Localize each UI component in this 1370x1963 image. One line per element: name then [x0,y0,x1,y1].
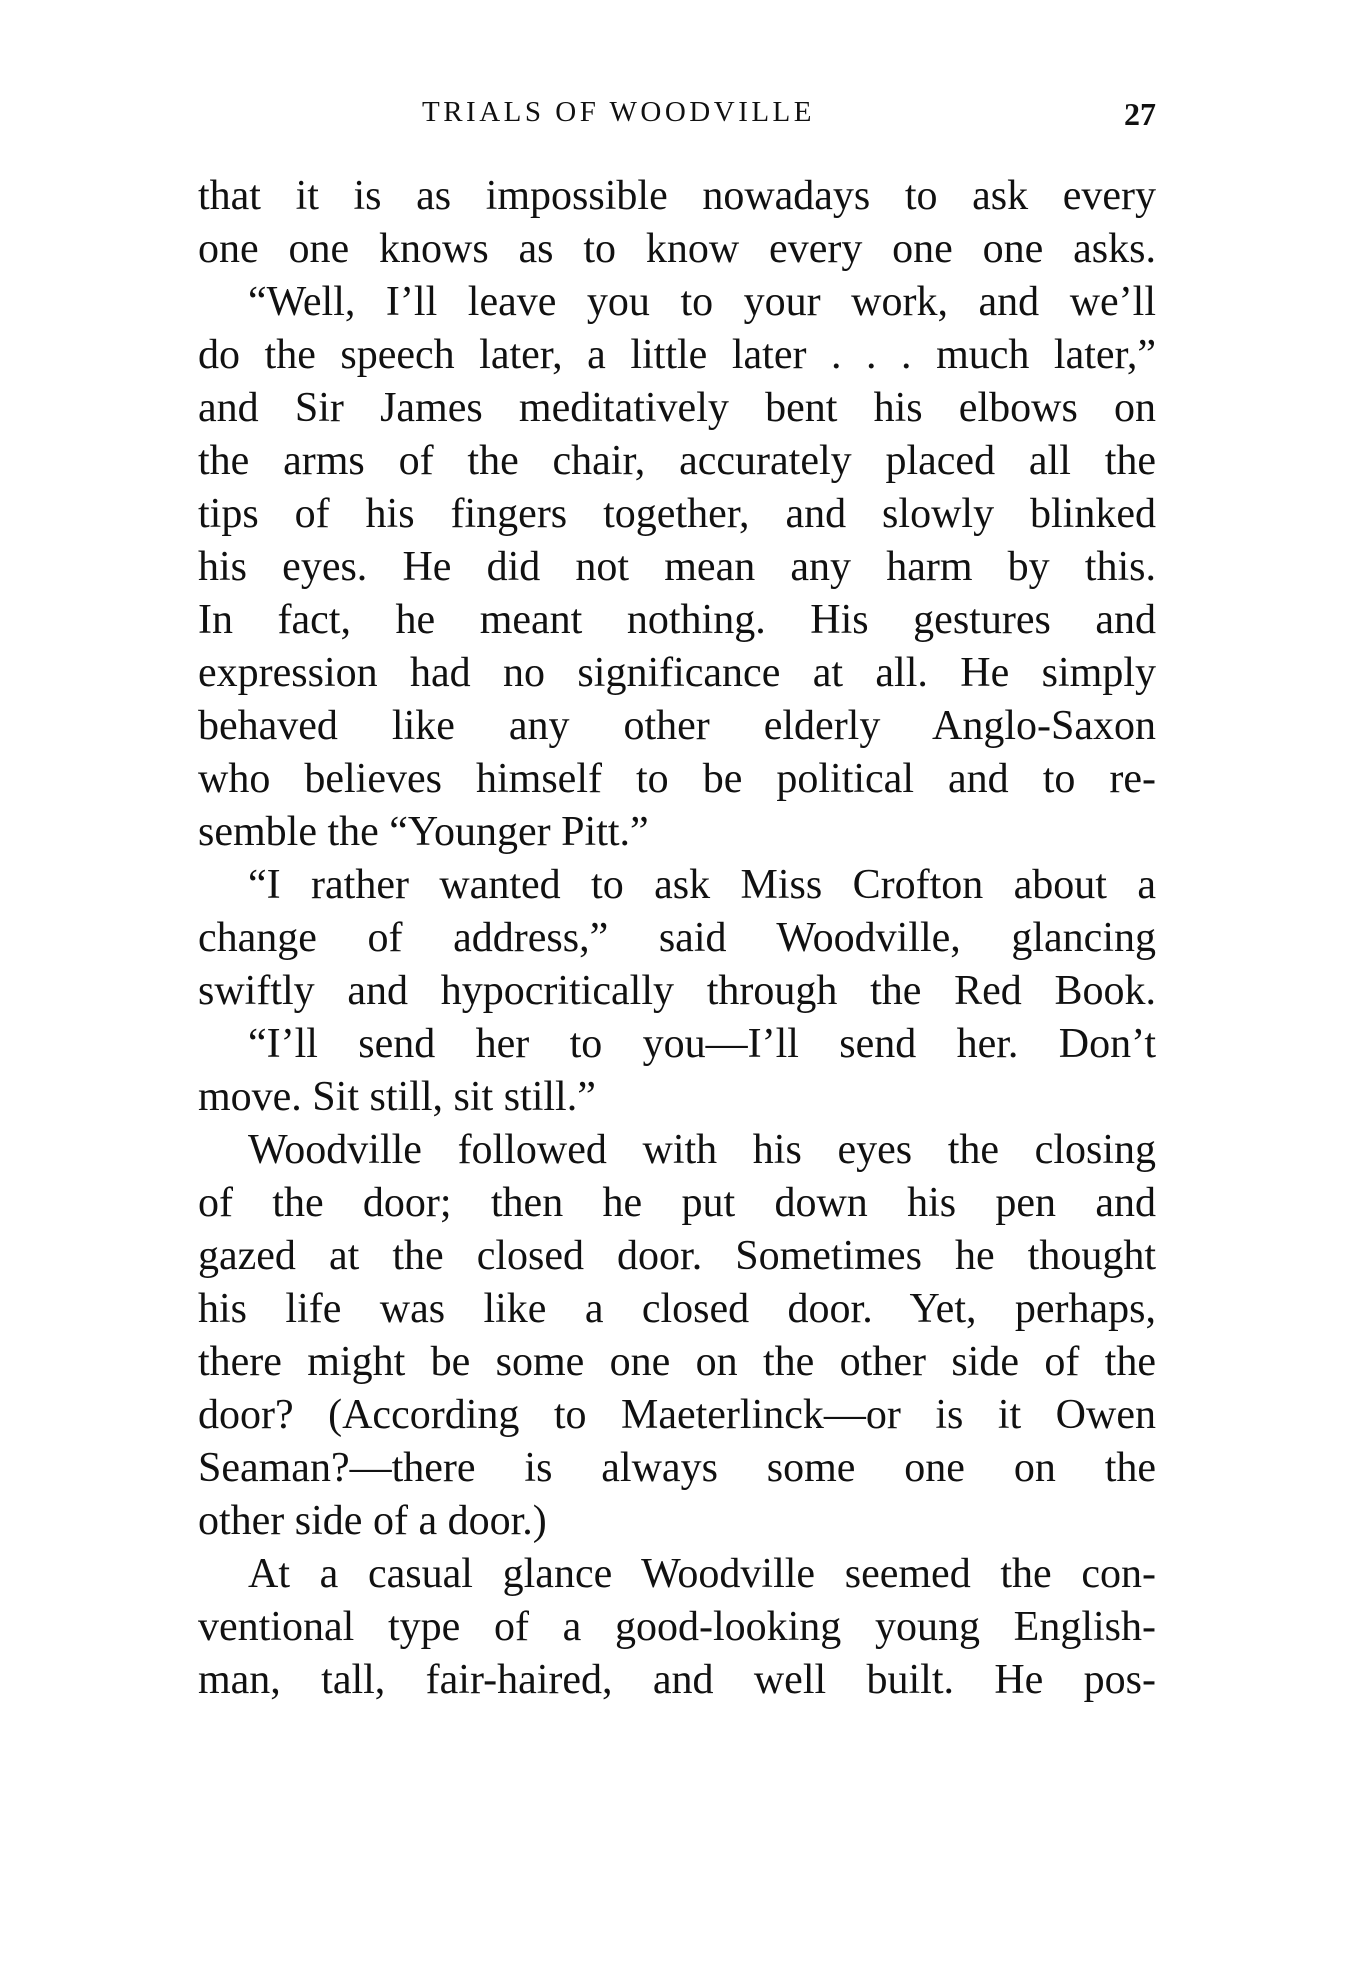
text-line: move. Sit still, sit still.” [198,1074,596,1120]
text-line: At a casual glance Woodville seemed the con- [248,1551,1156,1597]
body-text [198,170,1156,1707]
text-line: that it is as impossible nowadays to ask every [198,173,1156,219]
page-number: 27 [1124,96,1156,132]
text-line: In fact, he meant nothing. His gestures and [198,597,1156,643]
text-line: behaved like any other elderly Anglo-Saxon [198,703,1156,749]
text-line: tips of his fingers together, and slowly blinked [198,491,1156,537]
text-line: of the door; then he put down his pen and [198,1180,1156,1226]
text-line: Seaman?—there is always some one on the [198,1445,1156,1491]
text-line: one one knows as to know every one one asks. [198,226,1156,272]
text-line: man, tall, fair-haired, and well built. He pos- [198,1657,1156,1703]
text-line: ventional type of a good-looking young English- [198,1604,1156,1650]
running-head [198,96,1156,144]
text-line: Woodville followed with his eyes the closing [248,1127,1156,1173]
text-line: “I rather wanted to ask Miss Crofton about a [248,862,1156,908]
text-line: gazed at the closed door. Sometimes he thought [198,1233,1156,1279]
text-line: “I’ll send her to you—I’ll send her. Don’t [248,1021,1156,1067]
text-line: do the speech later, a little later . . . much later,” [198,332,1156,378]
text-line: change of address,” said Woodville, glancing [198,915,1156,961]
running-title: TRIALS OF WOODVILLE [422,96,815,128]
text-line: there might be some one on the other side of the [198,1339,1156,1385]
text-line: who believes himself to be political and to re- [198,756,1156,802]
text-line: semble the “Younger Pitt.” [198,809,649,855]
text-line: swiftly and hypocritically through the Red Book. [198,968,1156,1014]
text-line: his eyes. He did not mean any harm by this. [198,544,1156,590]
text-line: “Well, I’ll leave you to your work, and we’ll [248,279,1156,325]
text-line: expression had no significance at all. He simply [198,650,1156,696]
text-line: his life was like a closed door. Yet, perhaps, [198,1286,1156,1332]
text-line: the arms of the chair, accurately placed all the [198,438,1156,484]
text-line: and Sir James meditatively bent his elbows on [198,385,1156,431]
text-line: door? (According to Maeterlinck—or is it Owen [198,1392,1156,1438]
book-page [198,96,1156,1707]
text-line: other side of a door.) [198,1498,547,1544]
